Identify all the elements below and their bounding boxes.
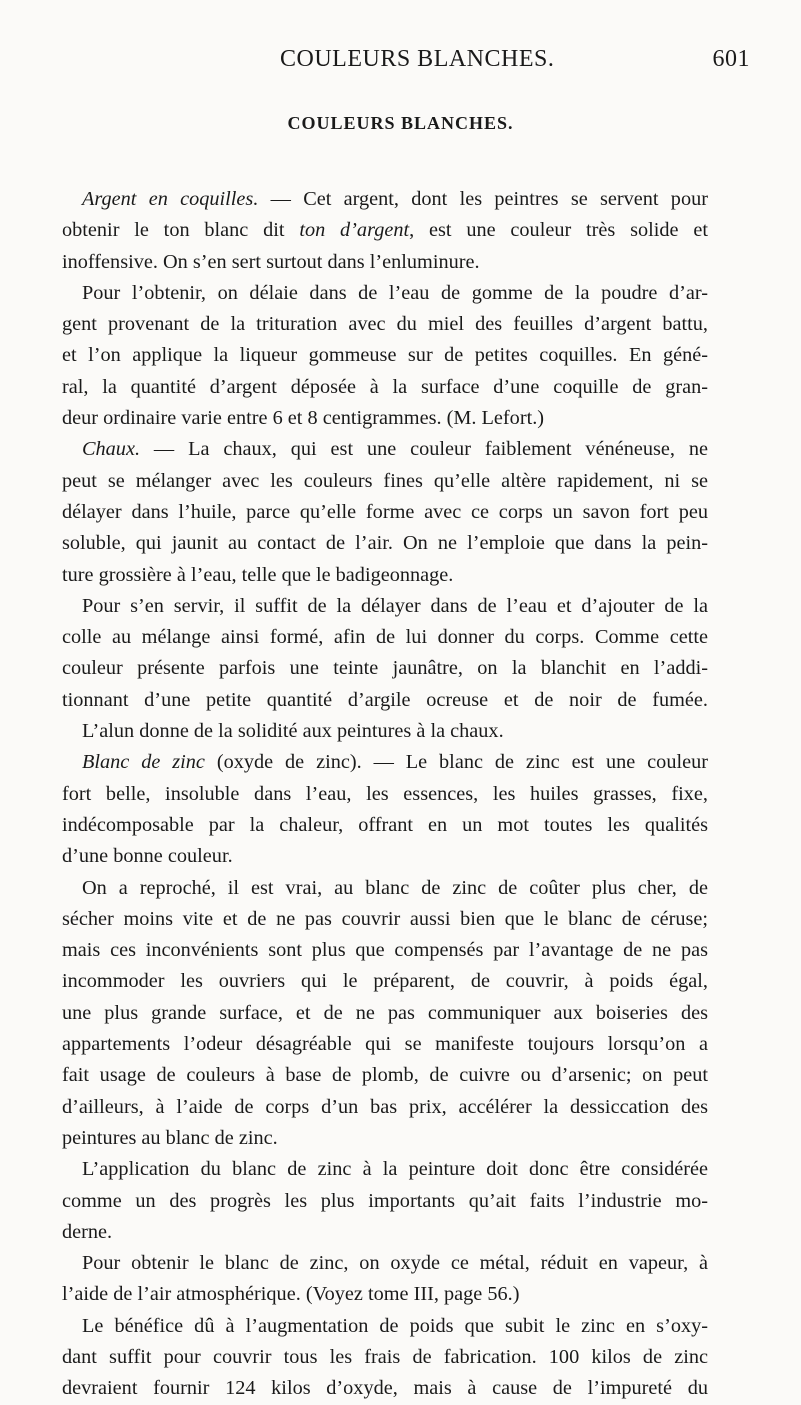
line-text: appartements l’odeur désagréable qui se manifeste toujours lorsqu’on a (62, 1033, 708, 1056)
text-line (62, 622, 708, 653)
line-text: fort belle, insoluble dans l’eau, les essences, les huiles grasses, fixe, (62, 782, 708, 805)
text-line (62, 372, 708, 403)
line-text: Pour obtenir le blanc de zinc, on oxyde ce métal, réduit en vapeur, à (82, 1252, 708, 1275)
text-line (62, 1248, 708, 1279)
line-text: dant suffit pour couvrir tous les frais de fabrication. 100 kilos de zinc (62, 1345, 708, 1368)
line-text: couleur présente parfois une teinte jaunâtre, on la blanchit en l’addi- (62, 657, 708, 680)
text-line (62, 653, 708, 684)
text-line (62, 591, 708, 622)
text-line (62, 779, 708, 810)
line-text: d’une bonne couleur. (62, 845, 233, 868)
line-text: On a reproché, il est vrai, au blanc de zinc de coûter plus cher, de (82, 876, 708, 899)
text-line (62, 1279, 708, 1310)
text-line (62, 685, 708, 716)
line-text: comme un des progrès les plus importants qu’ait faits l’industrie mo- (62, 1189, 708, 1212)
line-text: colle au mélange ainsi formé, afin de lui donner du corps. Comme cette (62, 626, 708, 649)
line-text: Pour l’obtenir, on délaie dans de l’eau de gomme de la poudre d’ar- (82, 281, 708, 304)
text-line (62, 340, 708, 371)
text-line (62, 1060, 708, 1091)
line-text: derne. (62, 1220, 113, 1243)
text-line (62, 1092, 708, 1123)
line-text: devraient fournir 124 kilos d’oxyde, mais à cause de l’impureté du (62, 1377, 708, 1400)
line-text: — Cet argent, dont les peintres se servent pour (258, 188, 708, 210)
line-text: inoffensive. On s’en sert surtout dans l’enluminure. (62, 250, 480, 273)
line-text: L’alun donne de la solidité aux peintures à la chaux. (82, 720, 504, 743)
line-text: peintures au blanc de zinc. (62, 1126, 278, 1149)
line-text: fait usage de couleurs à base de plomb, de cuivre ou d’arsenic; on peut (62, 1064, 708, 1087)
text-line (62, 466, 708, 497)
text-line (62, 215, 708, 246)
line-text: indécomposable par la chaleur, offrant en un mot toutes les qualités (62, 813, 708, 836)
line-text: et l’on applique la liqueur gommeuse sur de petites coquilles. En géné- (62, 344, 708, 367)
text-line (62, 935, 708, 966)
line-text: L’application du blanc de zinc à la peinture doit donc être considérée (82, 1158, 708, 1181)
line-text-tail: , est une couleur très solide et (409, 219, 708, 242)
line-text: l’aide de l’air atmosphérique. (Voyez tome III, page 56.) (62, 1283, 520, 1306)
entry-heading: Blanc de zinc (82, 751, 205, 774)
text-line (62, 998, 708, 1029)
text-line (62, 403, 708, 434)
text-line (62, 1311, 708, 1342)
text-line (62, 873, 708, 904)
body-text (62, 184, 708, 1405)
entry-heading: Argent en coquilles. (82, 188, 259, 210)
text-line (62, 1373, 708, 1404)
line-text: incommoder les ouvriers qui le préparent, de couvrir, à poids égal, (62, 970, 708, 993)
line-text: — La chaux, qui est une couleur faiblement vénéneuse, ne (140, 438, 708, 461)
text-line (62, 1154, 708, 1185)
text-line (62, 278, 708, 309)
text-line (62, 434, 708, 465)
text-line (62, 247, 708, 278)
text-line (62, 904, 708, 935)
text-line (62, 184, 708, 215)
page-number: 601 (712, 46, 750, 72)
line-text: (oxyde de zinc). — Le blanc de zinc est une couleur (204, 751, 708, 774)
text-line (62, 810, 708, 841)
text-line (62, 716, 708, 747)
running-head-title: COULEURS BLANCHES. (280, 46, 555, 72)
line-text: gent provenant de la trituration avec du miel des feuilles d’argent battu, (62, 313, 708, 336)
italic-term: ton d’argent (299, 219, 410, 242)
text-line (62, 966, 708, 997)
text-line (62, 528, 708, 559)
entry-heading: Chaux. (82, 438, 141, 461)
line-text: Pour s’en servir, il suffit de la délayer dans de l’eau et d’ajouter de la (82, 594, 708, 617)
line-text: d’ailleurs, à l’aide de corps d’un bas prix, accélérer la dessiccation des (62, 1095, 708, 1118)
line-text: sécher moins vite et de ne pas couvrir aussi bien que le blanc de céruse; (62, 907, 708, 930)
line-text: ral, la quantité d’argent déposée à la surface d’une coquille de gran- (62, 375, 708, 398)
line-text: mais ces inconvénients sont plus que compensés par l’avantage de ne pas (62, 939, 708, 962)
text-line (62, 1186, 708, 1217)
text-line (62, 1342, 708, 1373)
running-head (60, 46, 750, 76)
line-text: soluble, qui jaunit au contact de l’air. On ne l’emploie que dans la pein- (62, 532, 708, 555)
line-text: ture grossière à l’eau, telle que le badigeonnage. (62, 563, 454, 586)
text-line (62, 1123, 708, 1154)
line-text: obtenir le ton blanc dit (62, 219, 300, 242)
line-text: délayer dans l’huile, parce qu’elle forme avec ce corps un savon fort peu (62, 500, 708, 523)
text-line (62, 1029, 708, 1060)
text-line (62, 560, 708, 591)
section-title: COULEURS BLANCHES. (287, 113, 514, 133)
line-text: tionnant d’une petite quantité d’argile ocreuse et de noir de fumée. (62, 688, 708, 711)
text-line (62, 841, 708, 872)
line-text: Le bénéfice dû à l’augmentation de poids que subit le zinc en s’oxy- (82, 1314, 708, 1337)
text-line (62, 309, 708, 340)
line-text: une plus grande surface, et de ne pas communiquer aux boiseries des (62, 1001, 708, 1024)
text-line (62, 747, 708, 778)
line-text: peut se mélanger avec les couleurs fines qu’elle altère rapidement, ni se (62, 469, 708, 492)
line-text: deur ordinaire varie entre 6 et 8 centigrammes. (M. Lefort.) (62, 407, 545, 430)
text-line (62, 497, 708, 528)
text-line (62, 1217, 708, 1248)
